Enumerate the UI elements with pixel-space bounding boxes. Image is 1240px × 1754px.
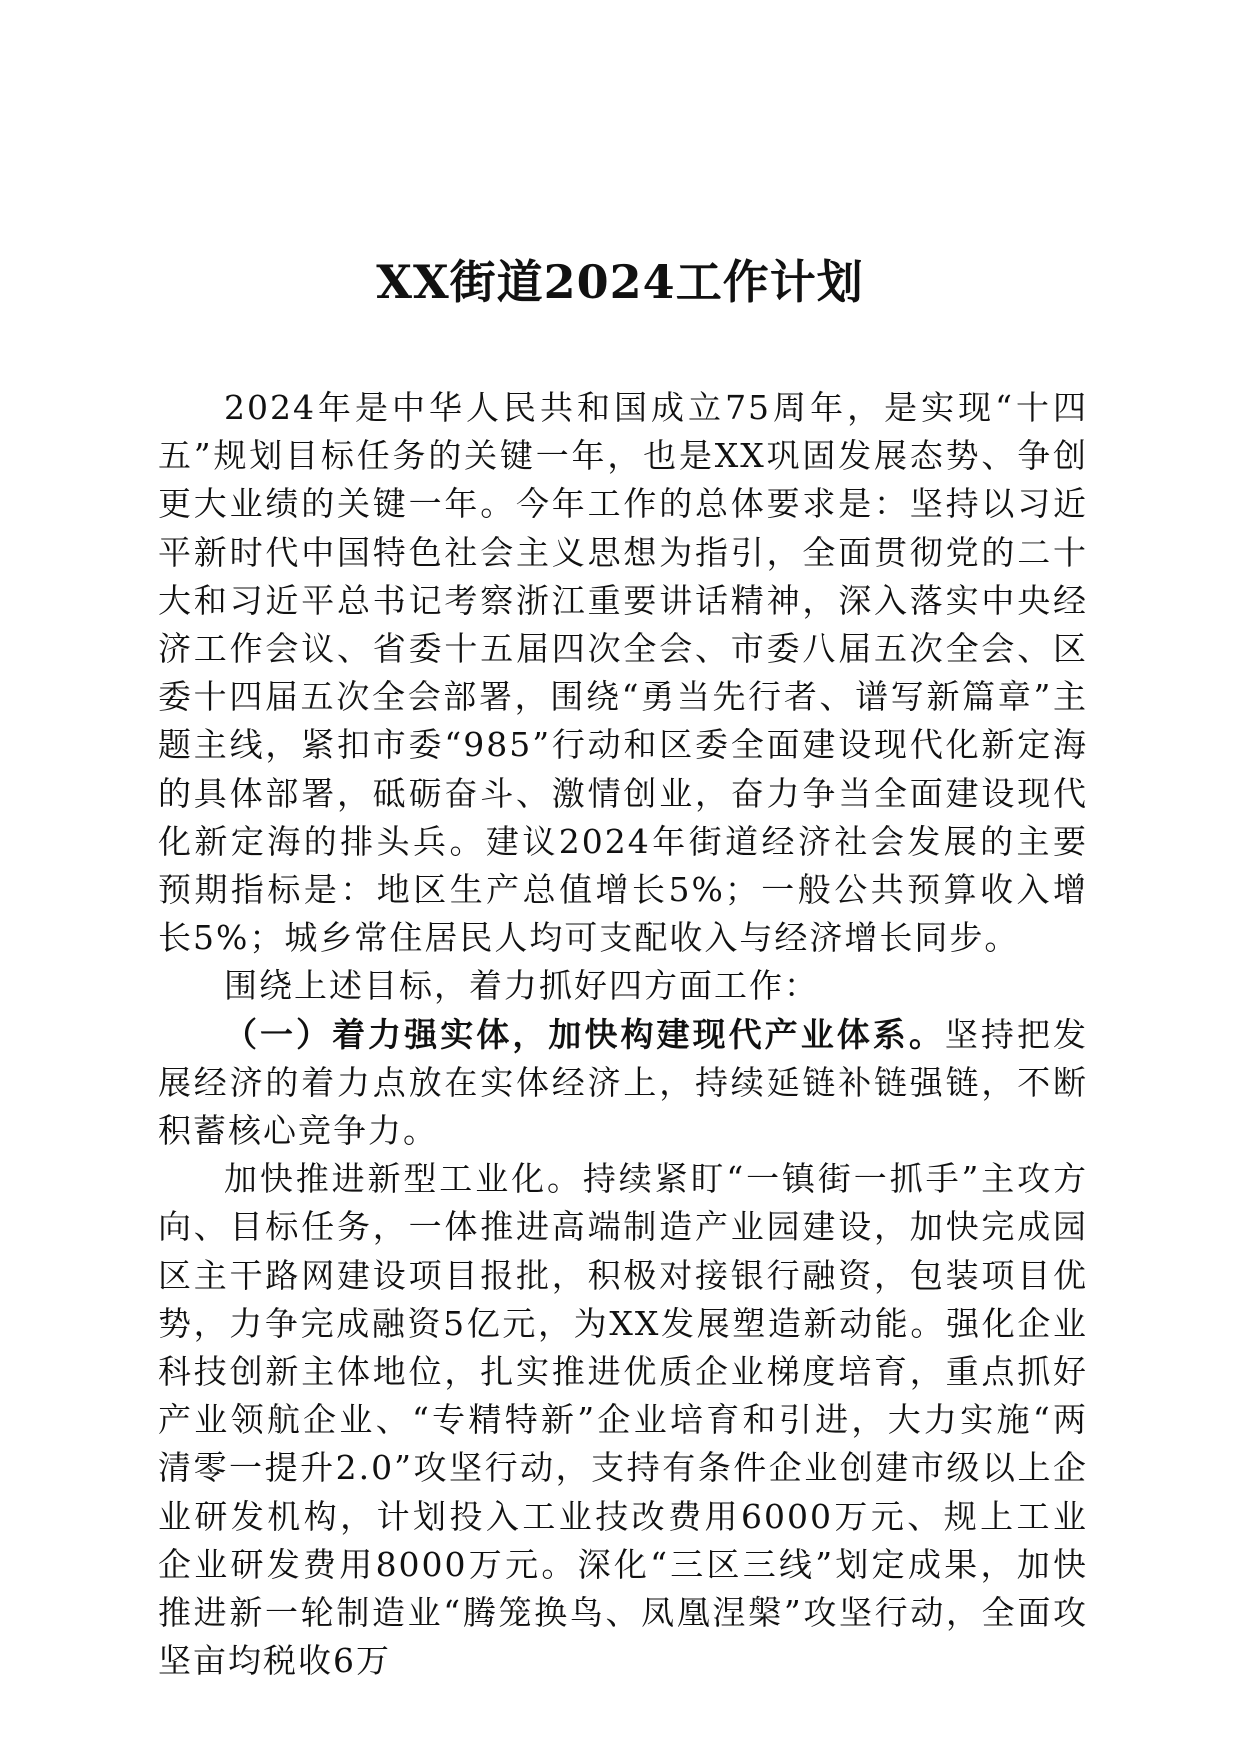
section-1-heading: （一）着力强实体，加快构建现代产业体系。 <box>224 1014 945 1054</box>
document-body <box>158 384 1088 1685</box>
paragraph-industrialization: 加快推进新型工业化。持续紧盯“一镇街一抓手”主攻方向、目标任务，一体推进高端制造产业园建设，加快完成园区主干路网建设项目报批，积极对接银行融资，包装项目优势，力争完成融资5亿元，为XX发展塑造新动能。强化企业科技创新主体地位，扎实推进优质企业梯度培育，重点抓好产业领航企业、“专精特新”企业培育和引进，大力实施“两清零一提升2.0”攻坚行动，支持有条件企业创建市级以上企业研发机构，计划投入工业技改费用6000万元、规上工业企业研发费用8000万元。深化“三区三线”划定成果，加快推进新一轮制造业“腾笼换鸟、凤凰涅槃”攻坚行动，全面攻坚亩均税收6万 <box>158 1159 1088 1681</box>
paragraph-overview: 围绕上述目标，着力抓好四方面工作： <box>224 966 819 1006</box>
section-1-body: 坚持把发展经济的着力点放在实体经济上，持续延链补链强链，不断积蓄核心竞争力。 <box>158 1014 1089 1151</box>
paragraph-intro: 2024年是中华人民共和国成立75周年，是实现“十四五”规划目标任务的关键一年，也是XX巩固发展态势、争创更大业绩的关键一年。今年工作的总体要求是：坚持以习近平新时代中国特色社会主义思想为指引，全面贯彻党的二十大和习近平总书记考察浙江重要讲话精神，深入落实中央经济工作会议、省委十五届四次全会、市委八届五次全会、区委十四届五次全会部署，围绕“勇当先行者、谱写新篇章”主题主线，紧扣市委“985”行动和区委全面建设现代化新定海的具体部署，砥砺奋斗、激情创业，奋力争当全面建设现代化新定海的排头兵。建议2024年街道经济社会发展的主要预期指标是：地区生产总值增长5%；一般公共预算收入增长5%；城乡常住居民人均可支配收入与经济增长同步。 <box>158 388 1088 958</box>
document-title: XX街道2024工作计划 <box>376 255 864 309</box>
paragraph-section-1 <box>158 1011 1088 1156</box>
